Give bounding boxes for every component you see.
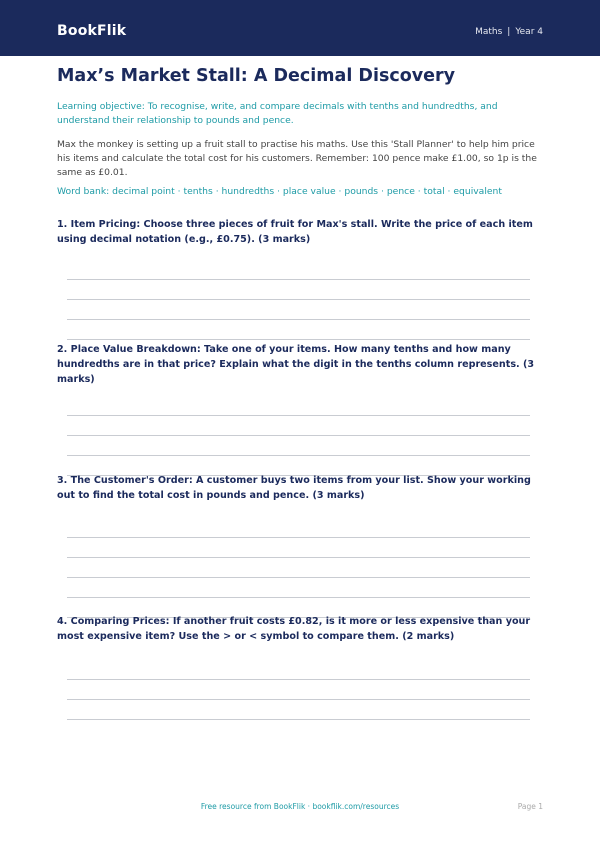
header-bar [0,0,600,56]
subject-label: Maths [475,27,503,37]
answer-line[interactable] [67,719,530,720]
learning-objective: Learning objective: To recognise, write, and compare decimals with tenths and hundredths, and understand their relationship to pounds and pence. [57,101,498,126]
question-4: 4. Comparing Prices: If another fruit costs £0.82, is it more or less expensive than your most expensive item? Use the > or < symbol to compare them. (2 marks) [57,616,531,642]
answer-line[interactable] [67,279,530,280]
page-number: Page 1 [517,802,543,811]
word-bank: Word bank: decimal point · tenths · hundredths · place value · pounds · pence · total · equivalent [57,186,502,197]
question-2: 2. Place Value Breakdown: Take one of your items. How many tenths and how many hundredths are in that price? Explain what the digit in the tenths column represents. (3 marks) [57,344,535,385]
page-title: Max’s Market Stall: A Decimal Discovery [57,66,456,86]
answer-line[interactable] [67,435,530,436]
answer-line[interactable] [67,339,530,340]
brand-logo: BookFlik [57,23,127,39]
answer-line[interactable] [67,577,530,578]
intro-paragraph: Max the monkey is setting up a fruit stall to practise his maths. Use this 'Stall Planner' to help him price his items and calculate the total cost for his customers. Remember: 100 pence make £1.00, so 1p is the same as £0.01. [57,139,537,178]
subject-year-label [475,27,543,37]
answer-line[interactable] [67,299,530,300]
answer-line[interactable] [67,455,530,456]
answer-line[interactable] [67,597,530,598]
answer-line[interactable] [67,557,530,558]
answer-line[interactable] [67,537,530,538]
question-3: 3. The Customer's Order: A customer buys two items from your list. Show your working out to find the total cost in pounds and pence. (3 marks) [57,475,531,501]
meta-separator: | [507,27,511,37]
answer-line[interactable] [67,319,530,320]
answer-line[interactable] [67,699,530,700]
footer-credit: Free resource from BookFlik · bookflik.com/resources [200,802,400,811]
answer-line[interactable] [67,415,530,416]
year-label: Year 4 [515,27,543,37]
answer-line[interactable] [67,679,530,680]
question-1: 1. Item Pricing: Choose three pieces of fruit for Max's stall. Write the price of each item using decimal notation (e.g., £0.75). (3 marks) [57,219,533,245]
